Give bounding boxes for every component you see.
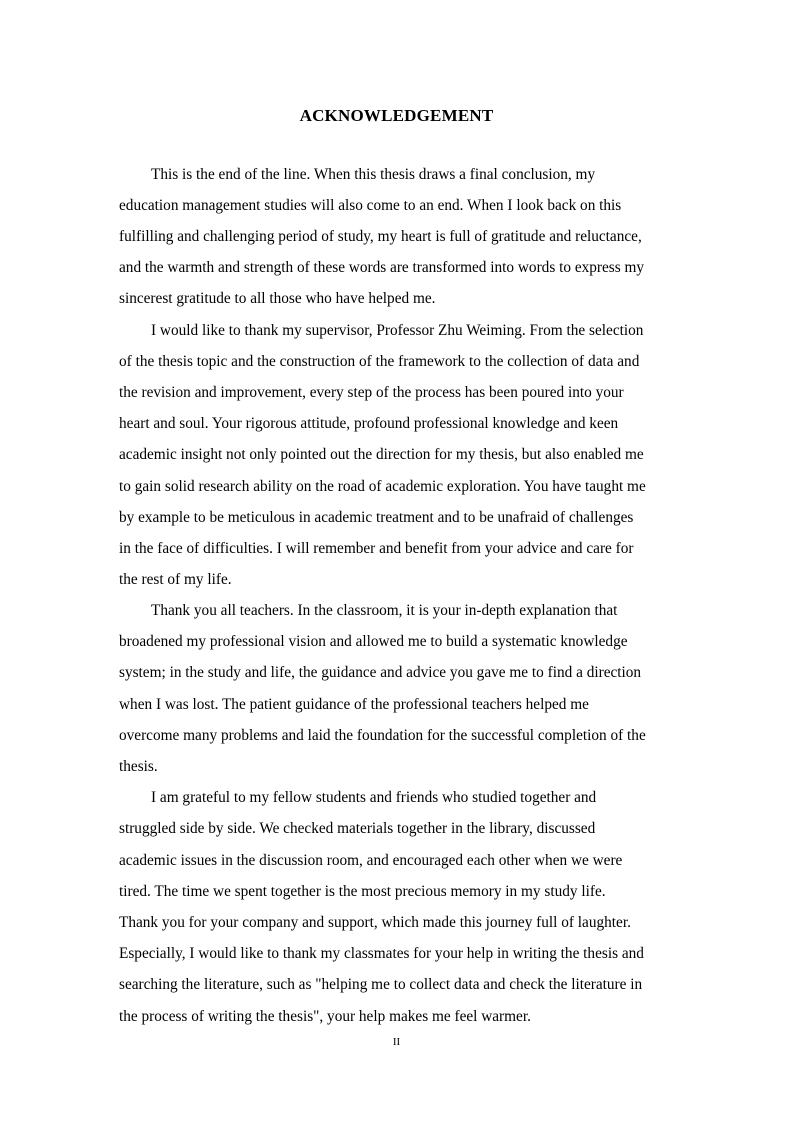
- text-line: fulfilling and challenging period of study, my heart is full of gratitude and reluctance,: [119, 228, 642, 245]
- text-line: the revision and improvement, every step of the process has been poured into your: [119, 384, 624, 401]
- text-line: broadened my professional vision and allowed me to build a systematic knowledge: [119, 633, 628, 650]
- page-title: ACKNOWLEDGEMENT: [299, 106, 494, 125]
- text-line: system; in the study and life, the guidance and advice you gave me to find a direction: [119, 664, 642, 681]
- text-line: heart and soul. Your rigorous attitude, profound professional knowledge and keen: [119, 415, 619, 432]
- text-line: sincerest gratitude to all those who have helped me.: [119, 290, 436, 307]
- text-line: of the thesis topic and the construction of the framework to the collection of data and: [119, 353, 640, 370]
- text-line: when I was lost. The patient guidance of the professional teachers helped me: [119, 696, 589, 713]
- text-line: education management studies will also come to an end. When I look back on this: [119, 197, 622, 214]
- text-line: by example to be meticulous in academic treatment and to be unafraid of challenges: [119, 509, 634, 526]
- text-line: Thank you for your company and support, which made this journey full of laughter.: [119, 914, 631, 931]
- text-line: I would like to thank my supervisor, Professor Zhu Weiming. From the selection: [151, 322, 644, 339]
- text-line: Thank you all teachers. In the classroom, it is your in-depth explanation that: [151, 602, 618, 619]
- text-line: the rest of my life.: [119, 571, 232, 588]
- text-line: tired. The time we spent together is the most precious memory in my study life.: [119, 883, 606, 900]
- text-line: searching the literature, such as "helping me to collect data and check the literature in: [119, 976, 643, 993]
- text-line: in the face of difficulties. I will remember and benefit from your advice and care for: [119, 540, 634, 557]
- text-line: academic issues in the discussion room, and encouraged each other when we were: [119, 852, 623, 869]
- text-line: struggled side by side. We checked materials together in the library, discussed: [119, 820, 596, 837]
- text-line: to gain solid research ability on the road of academic exploration. You have taught me: [119, 478, 646, 495]
- text-line: Especially, I would like to thank my classmates for your help in writing the thesis and: [119, 945, 644, 962]
- text-line: thesis.: [119, 758, 158, 775]
- text-line: overcome many problems and laid the foundation for the successful completion of the: [119, 727, 646, 744]
- text-line: the process of writing the thesis", your help makes me feel warmer.: [119, 1008, 531, 1025]
- text-line: academic insight not only pointed out the direction for my thesis, but also enabled me: [119, 446, 644, 463]
- text-line: I am grateful to my fellow students and friends who studied together and: [151, 789, 597, 806]
- text-line: This is the end of the line. When this thesis draws a final conclusion, my: [151, 166, 596, 183]
- text-line: and the warmth and strength of these words are transformed into words to express my: [119, 259, 645, 276]
- page-number: II: [392, 1036, 401, 1048]
